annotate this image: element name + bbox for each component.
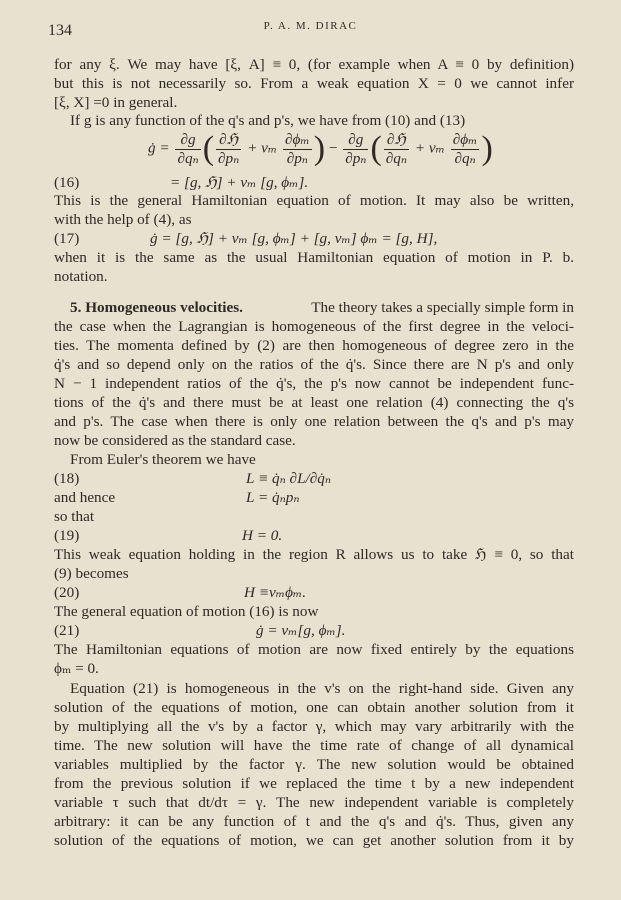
paren: ) [481,130,493,167]
text-line: with the help of (4), as [54,211,192,228]
text-line: and p's. The case when there is only one relation between the q's and p's may [54,413,574,430]
text-line: now be considered as the standard case. [54,432,296,449]
text-line: for any ξ. We may have [ξ, A] ≡ 0, (for example when A ≡ 0 by definition) [54,56,574,73]
text-line: variable τ such that dt/dτ = γ. The new independent variable is completely [54,794,574,811]
equation-21: ġ = vₘ[g, ϕₘ]. [256,622,346,639]
text-line: The general equation of motion (16) is now [54,603,319,620]
equation-number: (21) [54,622,80,639]
text-line: The theory takes a specially simple form in [311,299,574,316]
paren: ( [202,130,215,167]
text-line: and hence [54,489,116,506]
text-line: but this is not necessarily so. From a weak equation X = 0 we cannot infer [54,75,574,92]
text-line: N − 1 independent ratios of the q̇'s, the p's now cannot be independent func- [54,375,574,392]
equation-16-main [148,130,493,168]
text-line: variables multiplied by the factor γ. The new solution would be obtained [54,756,574,773]
eq-term: + vₘ [247,139,278,157]
section-heading-line [70,299,574,317]
text-line: tions of the q̇'s and there must be at least one relation (4) connecting the q's [54,394,574,411]
equation-18b: L = q̇ₙpₙ [246,489,300,506]
section-title: 5. Homogeneous velocities. [70,299,243,316]
text-line: [ξ, X] =0 in general. [54,94,178,111]
equation-16-line2: = [g, ℌ] + vₘ [g, ϕₘ]. [170,174,309,191]
fraction: $\frac{\partial g}{\text{∂qₙ}}$ [177,130,199,167]
running-head: P. A. M. DIRAC [263,20,358,32]
equation-number: (20) [54,584,80,601]
text-line: Equation (21) is homogeneous in the v's on the right-hand side. Given any [70,680,574,697]
text-line: If g is any function of the q's and p's, we have from (10) and (13) [70,112,466,129]
text-line: q̇'s and so depend only on the ratios of the q̇'s. Since there are N p's and only [54,356,574,373]
fraction: $\frac{\partial g}{\text{∂pₙ}}$ [345,130,367,167]
fraction: $\frac{\text{∂ℌ}}{\text{∂qₙ}}$ [385,130,408,167]
text-line: when it is the same as the usual Hamiltonian equation of motion in P. b. [54,249,574,266]
equation-number: (18) [54,470,80,487]
text-line: time. The new solution will have the time rate of change of all dynamical [54,737,574,754]
equation-17: ġ = [g, ℌ] + vₘ [g, ϕₘ] + [g, vₘ] ϕₘ = [g, H], [150,230,438,247]
text-line: notation. [54,268,108,285]
equation-20: H ≡vₘϕₘ. [244,584,307,601]
text-line: so that [54,508,95,525]
equation-number: (17) [54,230,80,247]
equation-number: (19) [54,527,80,544]
fraction: $\frac{\text{∂ℌ}}{\text{∂pₙ}}$ [218,130,240,167]
paren: ) [313,130,326,167]
text-line: ties. The momenta defined by (2) are then homogeneous of degree zero in the [54,337,574,354]
text-line: by multiplying all the v's by a factor γ, which may vary arbitrarily with the [54,718,574,735]
text-line: This is the general Hamiltonian equation of motion. It may also be written, [54,192,574,209]
paren: ( [370,130,382,167]
equation-19: H = 0. [242,527,283,544]
equation-18: L ≡ q̇ₙ ∂L/∂q̇ₙ [246,470,331,487]
eq-lhs: ġ = [148,139,170,157]
text-line: ϕₘ = 0. [54,660,99,677]
text-line: the case when the Lagrangian is homogeneous of the first degree in the veloci- [54,318,574,335]
text-line: arbitrary: it can be any function of t and the q's and q̇'s. Thus, given any [54,813,574,830]
fraction: $\frac{\text{∂ϕₘ}}{\text{∂qₙ}}$ [452,130,478,167]
eq-term: + vₘ [414,139,445,157]
text-line: solution of the equations of motion, we can get another solution from it by [54,832,574,849]
text-line: This weak equation holding in the region R allows us to take ℌ ≡ 0, so that [54,546,574,563]
text-line: From Euler's theorem we have [70,451,256,468]
fraction: $\frac{\text{∂ϕₘ}}{\text{∂pₙ}}$ [285,130,310,167]
page-number: 134 [48,22,72,39]
text-line: solution of the equations of motion, one can obtain another solution from it [54,699,574,716]
text-line: The Hamiltonian equations of motion are now fixed entirely by the equations [54,641,574,658]
text-line: from the previous solution if we replaced the time t by a new independent [54,775,574,792]
text-line: (9) becomes [54,565,129,582]
equation-number: (16) [54,174,80,191]
eq-operator: − [328,139,338,157]
